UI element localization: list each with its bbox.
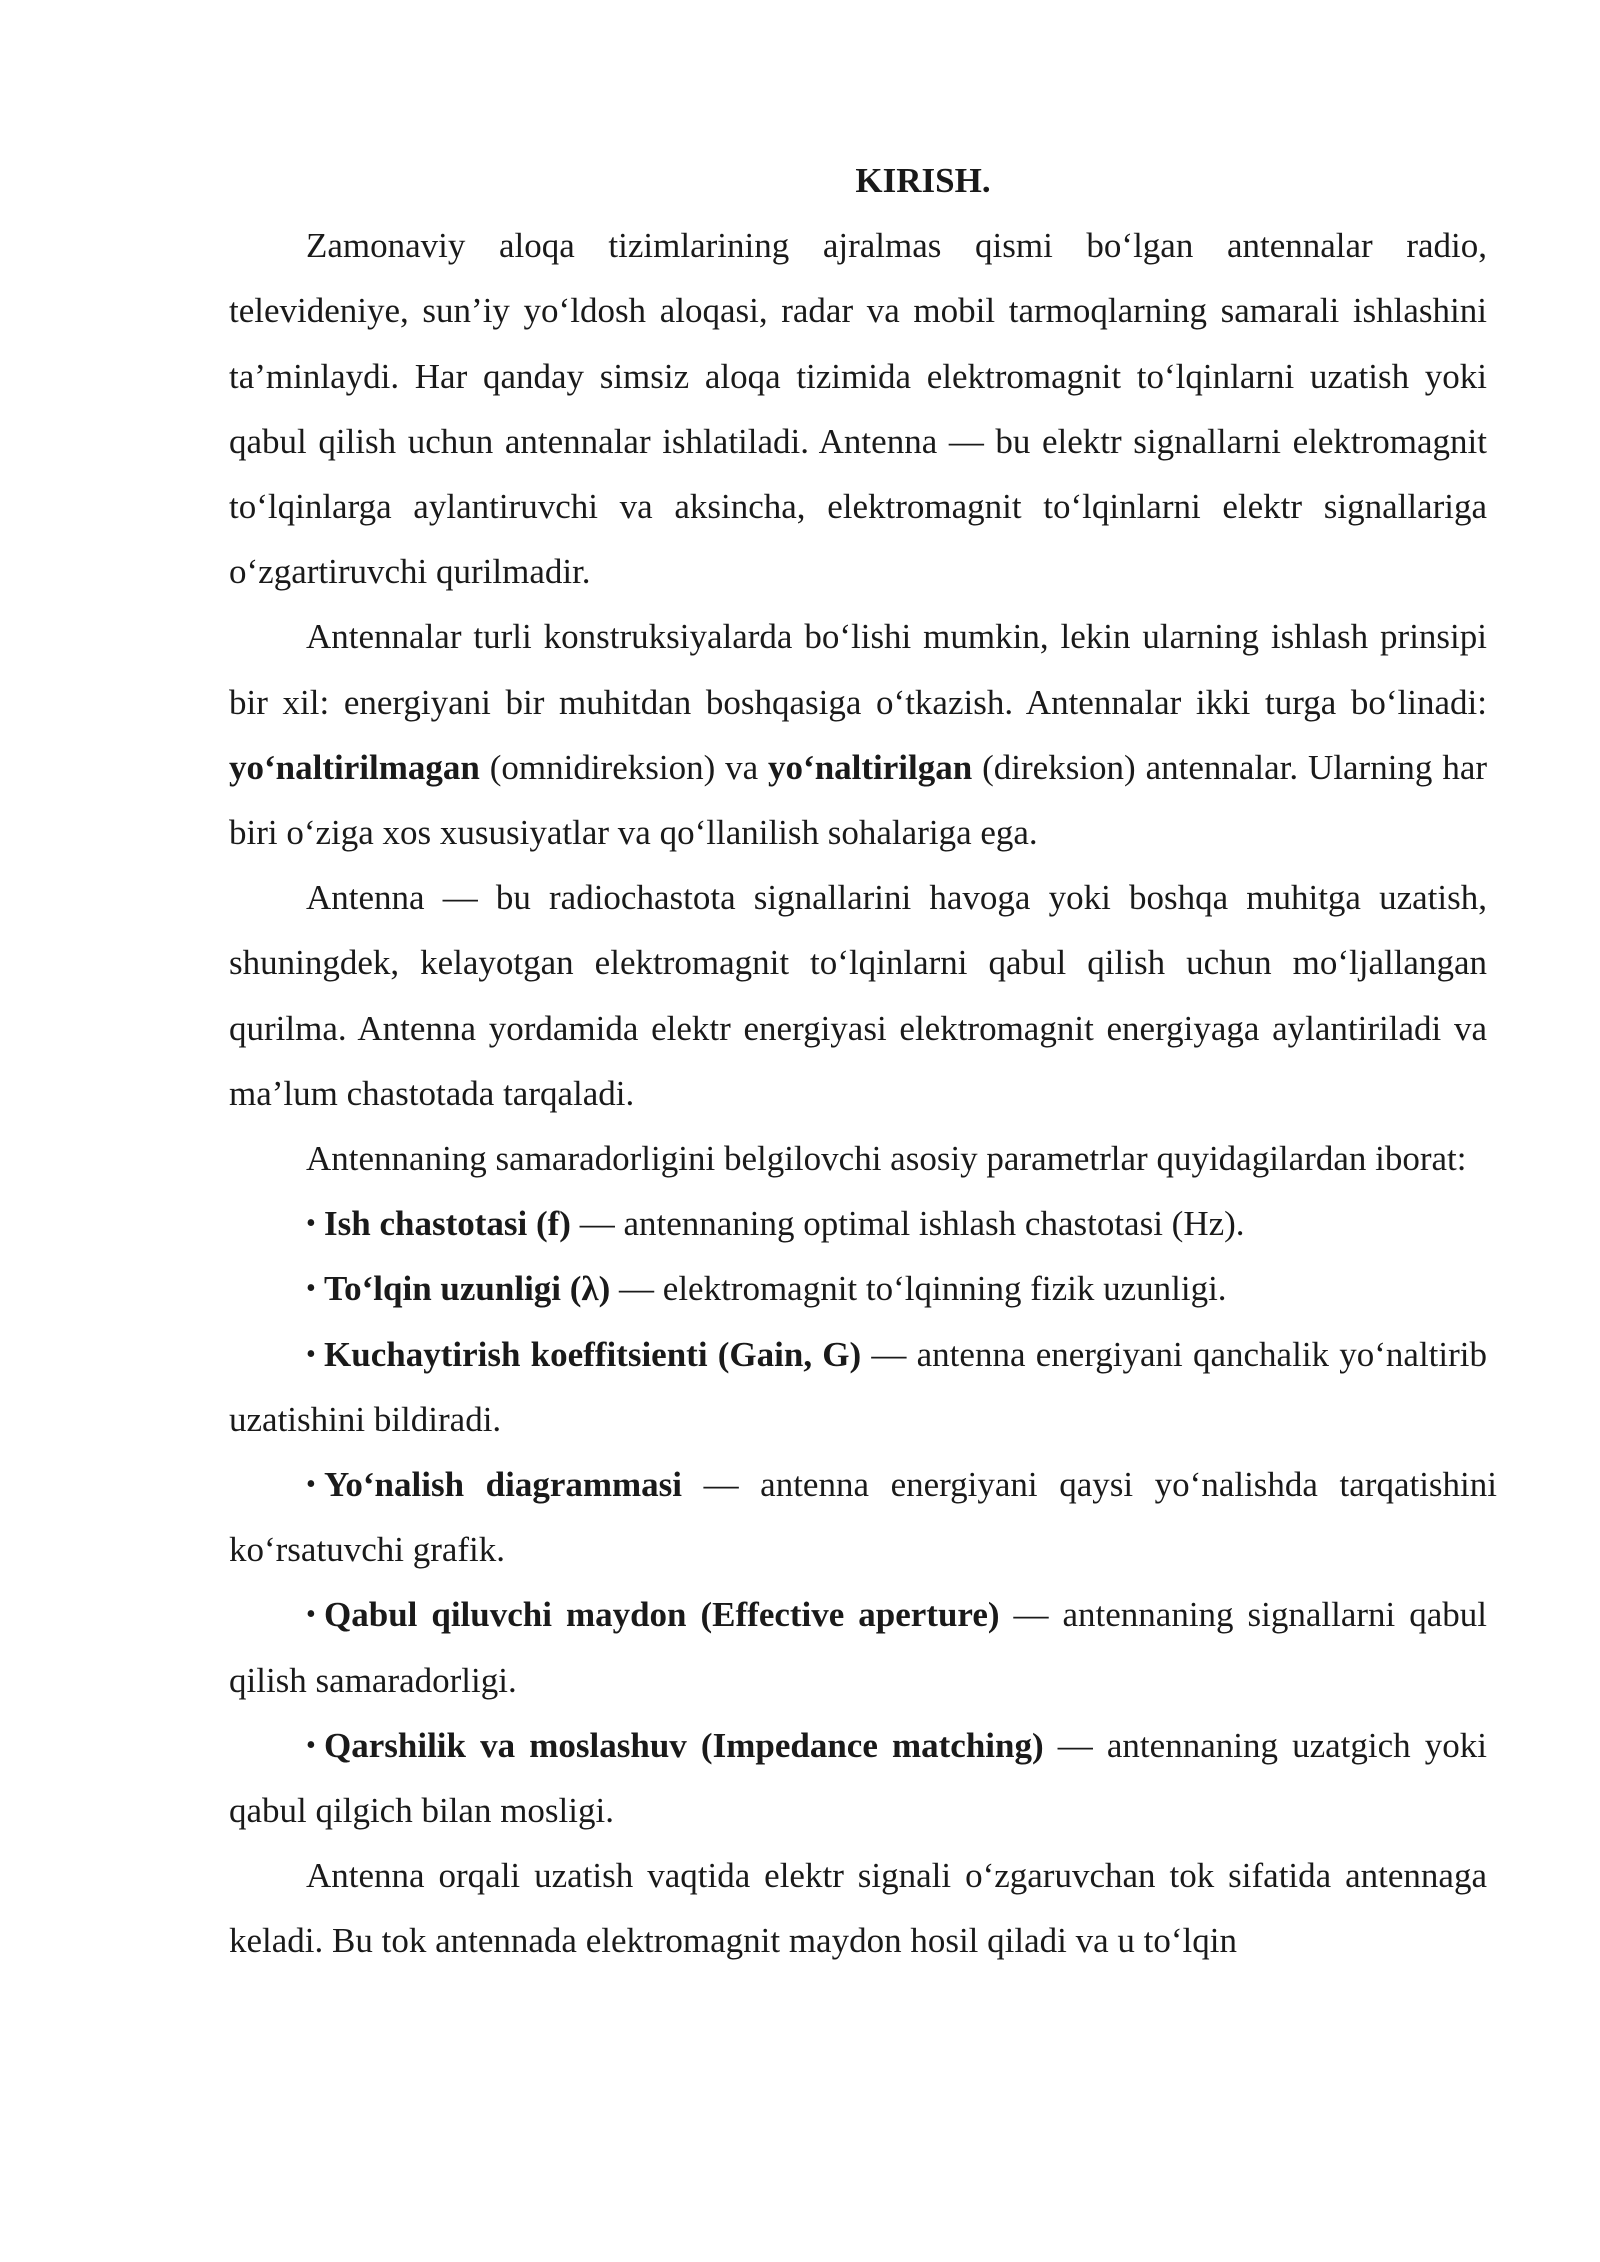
text-segment: (direksion) antennalar. Ularning har biri o‘ziga xos xususiyatlar va qo‘llanilish sohalariga ega. [229,747,1488,853]
bullet-term: Qabul qiluvchi maydon (Effective aperture) [324,1595,1000,1635]
bullet-dot: • [306,1729,316,1761]
bullet-item [229,1322,1487,1452]
bullet-term: Ish chastotasi (f) [324,1204,571,1244]
paragraph-antenna-types [229,604,1487,865]
bullet-desc: — antenna energiyani qaysi yo‘nalishda tarqatishini ko‘rsatuvchi grafik. [229,1465,1497,1570]
paragraph-antenna-definition: Antenna — bu radiochastota signallarini havoga yoki boshqa muhitga uzatish, shuningdek, kelayotgan elektromagnit to‘lqinlarni qabul qilish uchun mo‘ljallangan qurilma. Antenna yordamida elektr energiyasi elektromagnit energiyaga aylantiriladi va ma’lum chastotada tarqaladi. [229,878,1487,1113]
text-segment: (omnidireksion) va [479,747,769,787]
document-page [229,148,1497,1974]
bullet-item [229,1452,1497,1582]
bullet-item [229,1582,1487,1712]
paragraph-parameters-intro: Antennaning samaradorligini belgilovchi asosiy parametrlar quyidagilardan iborat: [306,1139,1467,1179]
bullet-desc: — elektromagnit to‘lqinning fizik uzunligi. [610,1269,1227,1309]
page-title: KIRISH. [855,161,991,200]
paragraph-transmission: Antenna orqali uzatish vaqtida elektr signali o‘zgaruvchan tok sifatida antennaga keladi. Bu tok antennada elektromagnit maydon hosil qiladi va u to‘lqin [229,1856,1487,1961]
bullet-dot: • [306,1273,316,1305]
bullet-term: To‘lqin uzunligi (λ) [324,1269,611,1309]
bullet-term: Qarshilik va moslashuv (Impedance matching) [324,1725,1044,1765]
bullet-desc: — antennaning optimal ishlash chastotasi (Hz). [570,1204,1245,1244]
bullet-item [229,1713,1487,1843]
bullet-item [229,1256,1487,1321]
bullet-dot: • [306,1338,316,1370]
bullet-dot: • [306,1469,316,1501]
bullet-dot: • [306,1208,316,1240]
bullet-term: Kuchaytirish koeffitsienti (Gain, G) [324,1334,862,1374]
bullet-term: Yo‘nalish diagrammasi [324,1465,683,1505]
bullet-item [229,1191,1487,1256]
bullet-desc: — antennaning uzatgich yoki qabul qilgich bilan mosligi. [229,1725,1487,1831]
term-omnidirectional: yo‘naltirilmagan [229,747,480,787]
term-directional: yo‘naltirilgan [768,747,973,787]
bullet-desc: — antenna energiyani qanchalik yo‘naltirib uzatishini bildiradi. [229,1334,1488,1439]
bullet-desc: — antennaning signallarni qabul qilish samaradorligi. [229,1595,1487,1700]
text-segment: Antennalar turli konstruksiyalarda bo‘lishi mumkin, lekin ularning ishlash prinsipi bir xil: energiyani bir muhitdan boshqasiga o‘tkazish. Antennalar ikki turga bo‘linadi: [229,617,1487,722]
bullet-dot: • [306,1599,316,1631]
paragraph-intro: Zamonaviy aloqa tizimlarining ajralmas qismi bo‘lgan antennalar radio, televideniye, sun’iy yo‘ldosh aloqasi, radar va mobil tarmoqlarning samarali ishlashini ta’minlaydi. Har qanday simsiz aloqa tizimida elektromagnit to‘lqinlarni uzatish yoki qabul qilish uchun antennalar ishlatiladi. Antenna — bu elektr signallarni elektromagnit to‘lqinlarga aylantiruvchi va aksincha, elektromagnit to‘lqinlarni elektr signallariga o‘zgartiruvchi qurilmadir. [229,226,1487,592]
